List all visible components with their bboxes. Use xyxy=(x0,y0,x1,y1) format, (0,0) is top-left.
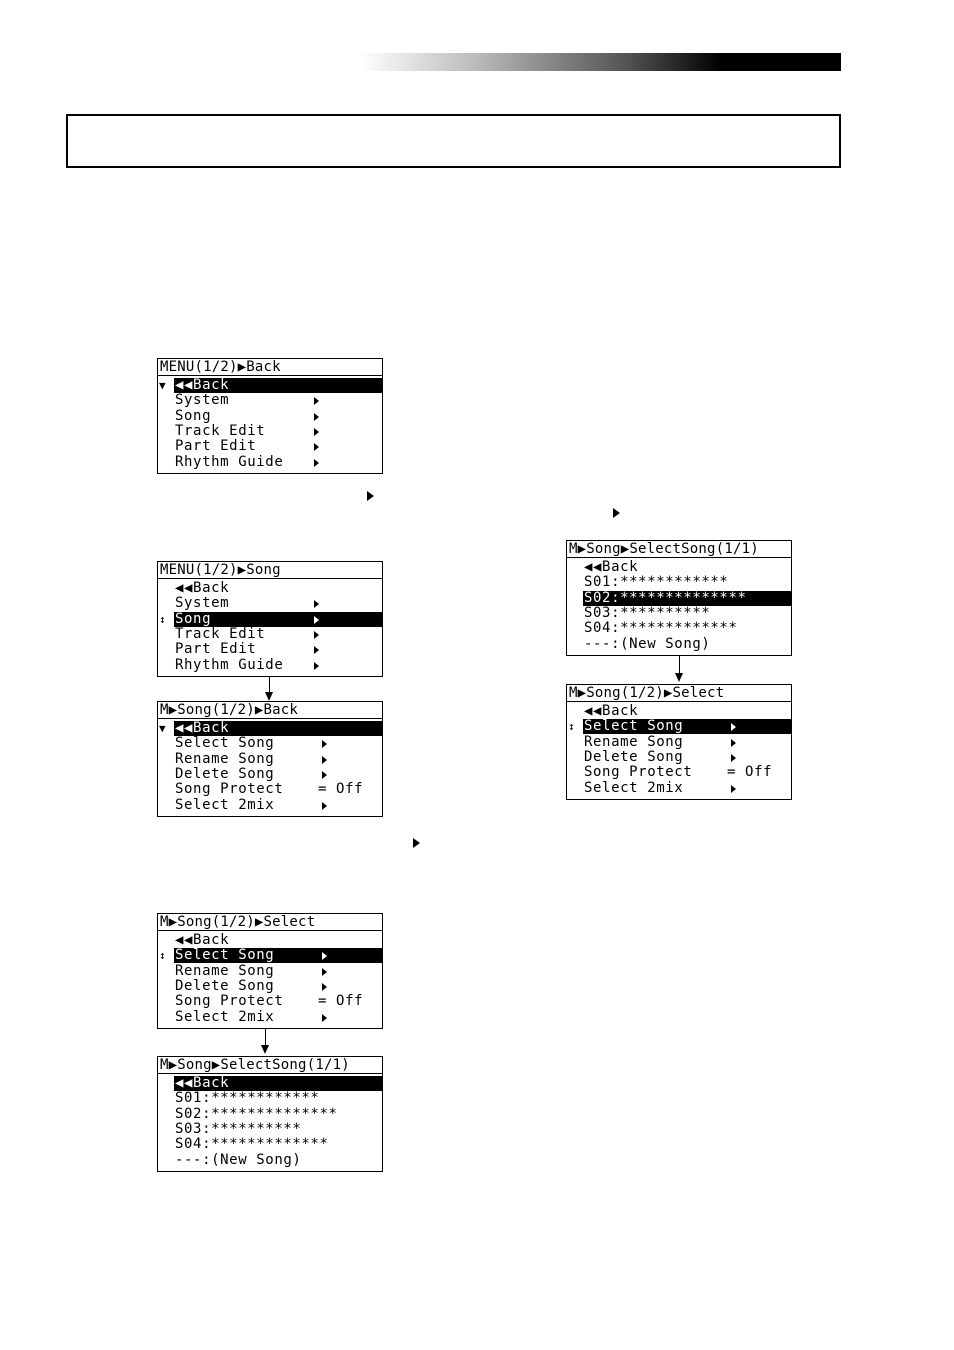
menu-row xyxy=(158,782,382,797)
menu-row xyxy=(567,575,791,590)
menu-row xyxy=(158,994,382,1009)
menu-label: Select Song xyxy=(175,735,275,752)
menu-label: Select 2mix xyxy=(175,796,275,813)
menu-label: Select 2mix xyxy=(584,779,684,796)
menu-row xyxy=(567,637,791,652)
menu-row xyxy=(158,642,382,657)
menu-label: S01:************ xyxy=(584,574,729,591)
menu-row xyxy=(158,409,382,424)
lcd-header: M▶Song▶SelectSong(1/1) xyxy=(158,1057,382,1074)
submenu-arrow-icon xyxy=(322,968,327,976)
menu-label: ◀◀Back xyxy=(175,580,230,596)
submenu-arrow-icon xyxy=(322,802,327,810)
scroll-updown-icon: ↕ xyxy=(568,720,575,734)
arrow-down-icon xyxy=(265,692,273,701)
lcd-screen xyxy=(566,540,792,656)
menu-row xyxy=(158,798,382,813)
menu-label: Rename Song xyxy=(584,733,684,750)
menu-label: Song Protect xyxy=(584,764,693,781)
scroll-updown-icon: ↕ xyxy=(159,949,166,963)
menu-row xyxy=(158,1137,382,1152)
menu-row xyxy=(158,596,382,611)
menu-label: Select Song xyxy=(174,948,382,963)
title-box xyxy=(66,114,841,168)
menu-row xyxy=(567,719,791,734)
menu-label: S02:************** xyxy=(583,591,791,606)
menu-row xyxy=(158,1091,382,1106)
menu-row xyxy=(567,735,791,750)
menu-value: = Off xyxy=(318,993,364,1010)
menu-label: S02:************** xyxy=(175,1105,338,1122)
lcd-screen xyxy=(157,701,383,817)
menu-row xyxy=(158,979,382,994)
menu-row xyxy=(158,736,382,751)
menu-label: ◀◀Back xyxy=(174,378,382,393)
menu-row xyxy=(567,591,791,606)
menu-row xyxy=(158,627,382,642)
lcd-header: MENU(1/2)▶Song xyxy=(158,562,382,579)
menu-label: Song xyxy=(175,407,212,424)
arrow-down-icon xyxy=(675,673,683,682)
menu-label: ◀◀Back xyxy=(584,703,639,719)
menu-label: S04:************* xyxy=(175,1136,329,1153)
scroll-updown-icon: ↕ xyxy=(159,612,166,626)
menu-row xyxy=(158,767,382,782)
submenu-arrow-icon xyxy=(322,983,327,991)
header-gradient-bar xyxy=(360,53,841,71)
menu-label: Part Edit xyxy=(175,438,257,455)
lcd-header: MENU(1/2)▶Back xyxy=(158,359,382,376)
submenu-arrow-icon xyxy=(731,754,736,762)
menu-row xyxy=(158,455,382,470)
submenu-arrow-icon xyxy=(314,443,319,451)
menu-label: ◀◀Back xyxy=(174,1076,382,1091)
lcd-header: M▶Song(1/2)▶Select xyxy=(158,914,382,931)
menu-row xyxy=(158,439,382,454)
menu-label: Song Protect xyxy=(175,781,284,798)
menu-label: Rhythm Guide xyxy=(175,656,284,673)
menu-label: System xyxy=(175,392,230,409)
menu-value: = Off xyxy=(318,781,364,798)
menu-label: Select 2mix xyxy=(175,1008,275,1025)
menu-label: Rhythm Guide xyxy=(175,453,284,470)
menu-row xyxy=(158,1153,382,1168)
menu-row xyxy=(158,612,382,627)
submenu-arrow-icon xyxy=(731,739,736,747)
menu-label: System xyxy=(175,595,230,612)
lcd-header: M▶Song(1/2)▶Select xyxy=(567,685,791,702)
lcd-screen xyxy=(157,1056,383,1172)
menu-row xyxy=(158,581,382,596)
submenu-arrow-icon xyxy=(314,631,319,639)
menu-label: Song Protect xyxy=(175,993,284,1010)
arrow-down-icon xyxy=(261,1045,269,1054)
menu-row xyxy=(158,378,382,393)
menu-label: Track Edit xyxy=(175,625,266,642)
menu-row xyxy=(158,393,382,408)
menu-row xyxy=(158,948,382,963)
menu-label: Delete Song xyxy=(175,977,275,994)
submenu-arrow-icon xyxy=(322,771,327,779)
menu-label: ---:(New Song) xyxy=(584,635,711,652)
menu-label: Part Edit xyxy=(175,641,257,658)
menu-row xyxy=(567,750,791,765)
menu-row xyxy=(567,781,791,796)
menu-label: ---:(New Song) xyxy=(175,1151,302,1168)
menu-label: S03:********** xyxy=(175,1120,302,1137)
right-triangle-icon xyxy=(613,508,620,518)
submenu-arrow-icon xyxy=(314,616,319,624)
menu-row xyxy=(567,606,791,621)
submenu-arrow-icon xyxy=(314,646,319,654)
menu-row xyxy=(158,933,382,948)
submenu-arrow-icon xyxy=(314,428,319,436)
menu-label: Song xyxy=(174,612,382,627)
menu-label: Rename Song xyxy=(175,750,275,767)
menu-label: Track Edit xyxy=(175,422,266,439)
menu-label: Delete Song xyxy=(175,765,275,782)
menu-label: ◀◀Back xyxy=(175,932,230,948)
menu-row xyxy=(567,765,791,780)
scroll-down-icon: ▼ xyxy=(159,379,166,392)
submenu-arrow-icon xyxy=(314,459,319,467)
menu-label: S03:********** xyxy=(584,604,711,621)
menu-row xyxy=(158,721,382,736)
menu-row xyxy=(567,560,791,575)
lcd-screen xyxy=(157,561,383,677)
menu-label: S04:************* xyxy=(584,620,738,637)
submenu-arrow-icon xyxy=(314,600,319,608)
menu-row xyxy=(158,658,382,673)
menu-value: = Off xyxy=(727,764,773,781)
lcd-header: M▶Song▶SelectSong(1/1) xyxy=(567,541,791,558)
scroll-down-icon: ▼ xyxy=(159,722,166,735)
submenu-arrow-icon xyxy=(322,740,327,748)
menu-label: ◀◀Back xyxy=(174,721,382,736)
submenu-arrow-icon xyxy=(322,1014,327,1022)
menu-row xyxy=(567,704,791,719)
menu-row xyxy=(158,1076,382,1091)
lcd-screen xyxy=(566,684,792,800)
submenu-arrow-icon xyxy=(322,952,327,960)
lcd-screen xyxy=(157,358,383,474)
submenu-arrow-icon xyxy=(314,413,319,421)
menu-row xyxy=(158,964,382,979)
submenu-arrow-icon xyxy=(731,785,736,793)
submenu-arrow-icon xyxy=(314,662,319,670)
menu-row xyxy=(158,424,382,439)
right-triangle-icon xyxy=(413,838,420,848)
menu-label: S01:************ xyxy=(175,1090,320,1107)
lcd-screen xyxy=(157,913,383,1029)
menu-label: Select Song xyxy=(583,719,791,734)
menu-label: Delete Song xyxy=(584,748,684,765)
submenu-arrow-icon xyxy=(314,397,319,405)
submenu-arrow-icon xyxy=(731,723,736,731)
menu-row xyxy=(158,1010,382,1025)
menu-label: ◀◀Back xyxy=(584,559,639,575)
menu-label: Rename Song xyxy=(175,962,275,979)
lcd-header: M▶Song(1/2)▶Back xyxy=(158,702,382,719)
menu-row xyxy=(158,1122,382,1137)
menu-row xyxy=(567,621,791,636)
menu-row xyxy=(158,752,382,767)
submenu-arrow-icon xyxy=(322,756,327,764)
menu-row xyxy=(158,1107,382,1122)
right-triangle-icon xyxy=(367,491,374,501)
